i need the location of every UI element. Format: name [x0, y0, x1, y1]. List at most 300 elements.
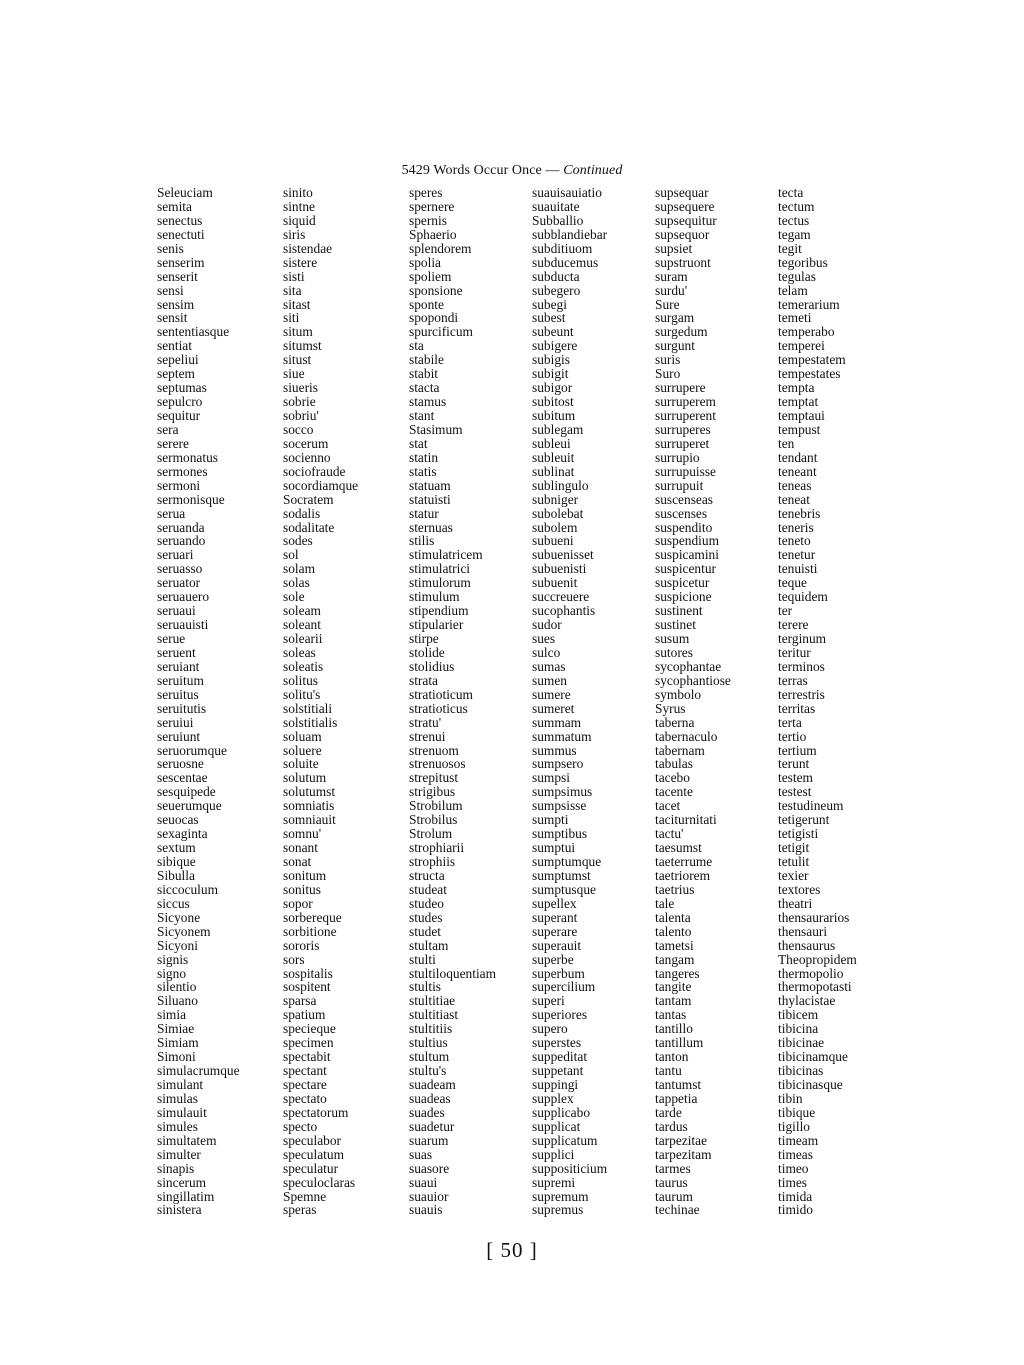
- word-entry: sonant: [283, 840, 318, 856]
- word-entry: timeo: [778, 1160, 809, 1176]
- word-entry: tabernaculo: [655, 728, 718, 744]
- word-entry: subuenisti: [532, 561, 587, 577]
- word-entry: studes: [409, 909, 443, 925]
- word-entry: sublinat: [532, 463, 575, 479]
- word-entry: Socratem: [283, 491, 334, 507]
- word-entry: sitast: [283, 296, 311, 312]
- word-entry: stolide: [409, 644, 445, 660]
- word-entry: socco: [283, 421, 314, 437]
- word-entry: Sibulla: [157, 867, 195, 883]
- word-entry: succreuere: [532, 589, 590, 605]
- word-entry: sycophantae: [655, 658, 722, 674]
- word-entry: stat: [409, 435, 428, 451]
- word-entry: tantillum: [655, 1035, 704, 1051]
- word-entry: sequitur: [157, 408, 201, 423]
- word-entry: subigis: [532, 352, 570, 368]
- word-entry: surruperet: [655, 435, 710, 451]
- word-entry: tantillo: [655, 1021, 693, 1037]
- word-entry: thensauri: [778, 923, 828, 939]
- word-entry: sublegam: [532, 421, 584, 437]
- word-entry: situmst: [283, 338, 322, 354]
- word-entry: suarum: [409, 1132, 449, 1148]
- word-entry: statis: [409, 463, 437, 479]
- word-entry: thensaurus: [778, 937, 836, 953]
- word-entry: sensim: [157, 296, 195, 312]
- word-entry: tectum: [778, 198, 815, 214]
- word-entry: times: [778, 1174, 808, 1190]
- word-entry: sumptusque: [532, 881, 596, 897]
- word-entry: supplicabo: [532, 1104, 591, 1120]
- word-entry: serue: [157, 631, 186, 646]
- word-entry: Subballio: [532, 212, 584, 228]
- word-entry: spectabit: [283, 1049, 331, 1065]
- word-entry: sta: [409, 338, 424, 354]
- word-entry: surgam: [655, 310, 695, 326]
- word-entry: sutores: [655, 644, 693, 660]
- word-entry: subitum: [532, 408, 576, 423]
- word-entry: subuenisset: [532, 547, 594, 563]
- word-entry: taetrius: [655, 881, 695, 897]
- word-entry: seuerumque: [157, 798, 222, 814]
- word-entry: testudineum: [778, 798, 844, 814]
- word-entry: Siluano: [157, 993, 198, 1009]
- word-entry: septem: [157, 366, 195, 382]
- word-entry: tertium: [778, 742, 817, 758]
- word-entry: suscenses: [655, 505, 708, 521]
- word-entry: taciturnitati: [655, 812, 717, 828]
- word-entry: suppetant: [532, 1063, 584, 1079]
- word-entry: sodalis: [283, 505, 321, 521]
- word-entry: stant: [409, 408, 435, 423]
- word-entry: Strobilum: [409, 798, 463, 814]
- word-entry: simulant: [157, 1077, 204, 1092]
- word-entry: strophiis: [409, 854, 456, 869]
- word-entry: tegit: [778, 240, 802, 256]
- word-entry: sues: [532, 631, 556, 646]
- word-entry: stipendium: [409, 603, 469, 619]
- word-entry: stultum: [409, 1049, 450, 1065]
- word-entry: spectant: [283, 1063, 327, 1079]
- word-entry: subigit: [532, 366, 569, 382]
- word-entry: tibicinae: [778, 1035, 825, 1051]
- word-entry: supremum: [532, 1188, 589, 1204]
- word-entry: terunt: [778, 756, 810, 772]
- word-entry: Strobilus: [409, 812, 458, 828]
- word-entry: tantumst: [655, 1077, 702, 1092]
- word-entry: tabernam: [655, 742, 705, 758]
- page-header: [0, 163, 1024, 179]
- word-entry: subleuit: [532, 449, 575, 465]
- word-entry: soleas: [283, 644, 316, 660]
- word-entry: suspicentur: [655, 561, 716, 577]
- word-entry: stimulatrici: [409, 561, 470, 577]
- word-entry: teque: [778, 575, 807, 591]
- word-entry: seruauisti: [157, 617, 209, 633]
- word-entry: suadeas: [409, 1090, 451, 1106]
- word-entry: soluam: [283, 728, 322, 744]
- word-entry: suadetur: [409, 1118, 455, 1134]
- word-entry: sentiat: [157, 338, 192, 354]
- word-entry: supstruont: [655, 254, 711, 270]
- word-entry: sospitent: [283, 979, 331, 995]
- word-entry: subblandiebar: [532, 226, 608, 242]
- word-entry: sumen: [532, 672, 567, 688]
- word-entry: teritur: [778, 644, 811, 660]
- word-entry: sumptumst: [532, 867, 591, 883]
- word-entry: tequidem: [778, 589, 828, 605]
- word-entry: Stasimum: [409, 421, 463, 437]
- word-entry: suasore: [409, 1160, 450, 1176]
- word-entry: septumas: [157, 380, 207, 396]
- word-entry: tigillo: [778, 1118, 810, 1134]
- word-entry: Sicyoni: [157, 937, 198, 953]
- word-entry: simultatem: [157, 1132, 217, 1148]
- word-entry: tale: [655, 895, 675, 911]
- word-entry: superbum: [532, 965, 585, 981]
- word-entry: timido: [778, 1202, 813, 1218]
- word-entry: seruent: [157, 644, 196, 660]
- word-entry: situm: [283, 324, 313, 340]
- word-entry: sponsione: [409, 282, 463, 298]
- word-entry: terras: [778, 672, 808, 688]
- word-entry: soluere: [283, 742, 322, 758]
- word-entry: subitost: [532, 394, 574, 410]
- word-entry: telam: [778, 282, 808, 298]
- word-entry: timeas: [778, 1146, 813, 1162]
- word-entry: solutum: [283, 770, 327, 786]
- word-entry: spernere: [409, 198, 455, 214]
- word-entry: sucophantis: [532, 603, 596, 619]
- word-entry: temerarium: [778, 296, 840, 312]
- word-entry: speres: [409, 185, 443, 200]
- word-entry: superauit: [532, 937, 582, 953]
- word-entry: studeo: [409, 895, 444, 911]
- word-entry: solstitialis: [283, 714, 338, 730]
- word-entry: stratu': [409, 714, 442, 730]
- word-entry: teneant: [778, 463, 817, 479]
- word-entry: sepulcro: [157, 394, 203, 410]
- word-entry: stamus: [409, 394, 447, 410]
- word-entry: supremus: [532, 1202, 584, 1218]
- word-entry: sistendae: [283, 240, 333, 256]
- word-entry: sesquipede: [157, 784, 216, 800]
- word-entry: Sphaerio: [409, 226, 457, 242]
- word-entry: strophiarii: [409, 840, 465, 856]
- word-entry: simia: [157, 1007, 187, 1023]
- word-entry: timida: [778, 1188, 813, 1204]
- word-entry: tarmes: [655, 1160, 691, 1176]
- word-entry: subigere: [532, 338, 578, 354]
- word-entry: specimen: [283, 1035, 334, 1051]
- word-entry: ten: [778, 435, 795, 451]
- word-entry: tametsi: [655, 937, 694, 953]
- word-entry: tacebo: [655, 770, 690, 786]
- word-entry: stimulatricem: [409, 547, 483, 563]
- word-entry: tibique: [778, 1104, 816, 1120]
- word-entry: Syrus: [655, 700, 686, 716]
- word-entry: seruiant: [157, 658, 200, 674]
- word-entry: Sicyonem: [157, 923, 211, 939]
- word-entry: subolebat: [532, 505, 584, 521]
- word-entry: suauisauiatio: [532, 185, 602, 200]
- word-entry: specto: [283, 1118, 318, 1134]
- word-entry: tenebris: [778, 505, 821, 521]
- word-entry: soleam: [283, 603, 321, 619]
- word-entry: Spemne: [283, 1188, 327, 1204]
- word-entry: senserit: [157, 268, 198, 284]
- word-entry: superant: [532, 909, 578, 925]
- word-entry: tibicinasque: [778, 1077, 843, 1092]
- word-entry: tegoribus: [778, 254, 828, 270]
- word-entry: summatum: [532, 728, 592, 744]
- word-entry: tangeres: [655, 965, 700, 981]
- word-entry: surruperes: [655, 421, 711, 437]
- word-entry: speras: [283, 1202, 317, 1218]
- word-entry: terta: [778, 714, 802, 730]
- word-entry: seruorumque: [157, 742, 227, 758]
- word-entry: sextum: [157, 840, 196, 856]
- word-entry: summus: [532, 742, 577, 758]
- word-entry: superstes: [532, 1035, 582, 1051]
- word-entry: sospitalis: [283, 965, 333, 981]
- word-entry: stultis: [409, 979, 441, 995]
- word-entry: sumptibus: [532, 826, 588, 842]
- word-entry: suppingi: [532, 1077, 579, 1092]
- word-entry: spolia: [409, 254, 441, 270]
- word-entry: sermoni: [157, 477, 201, 493]
- word-entry: superi: [532, 993, 565, 1009]
- word-entry: stultius: [409, 1035, 448, 1051]
- word-entry: tegulas: [778, 268, 816, 284]
- word-column-4: [532, 186, 656, 1217]
- word-entry: socordiamque: [283, 477, 359, 493]
- word-entry: strepitust: [409, 770, 459, 786]
- word-entry: surrupuisse: [655, 463, 716, 479]
- word-entry: sopor: [283, 895, 313, 911]
- word-entry: sodes: [283, 533, 313, 549]
- word-entry: tenetur: [778, 547, 816, 563]
- word-entry: superiores: [532, 1007, 588, 1023]
- word-entry: superare: [532, 923, 578, 939]
- word-entry: sermones: [157, 463, 208, 479]
- word-entry: seruiunt: [157, 728, 201, 744]
- word-entry: statin: [409, 449, 439, 465]
- word-entry: sententiasque: [157, 324, 230, 340]
- word-entry: seuocas: [157, 812, 199, 828]
- word-entry: tenuisti: [778, 561, 818, 577]
- word-entry: seruanda: [157, 519, 205, 535]
- word-entry: spoliem: [409, 268, 452, 284]
- word-entry: sociofraude: [283, 463, 346, 479]
- word-entry: talenta: [655, 909, 691, 925]
- word-entry: summam: [532, 714, 582, 730]
- word-entry: sumpsimus: [532, 784, 593, 800]
- word-entry: stultitiast: [409, 1007, 459, 1023]
- word-entry: somniauit: [283, 812, 336, 828]
- word-entry: tacet: [655, 798, 681, 814]
- word-entry: speculoclaras: [283, 1174, 356, 1190]
- word-entry: spernis: [409, 212, 447, 228]
- word-entry: sobrie: [283, 394, 316, 410]
- word-entry: sinito: [283, 185, 313, 200]
- word-entry: subigor: [532, 380, 573, 396]
- word-entry: situst: [283, 352, 312, 368]
- word-entry: tetigerunt: [778, 812, 830, 828]
- word-entry: sumere: [532, 686, 571, 702]
- word-entry: suppeditat: [532, 1049, 588, 1065]
- word-entry: singillatim: [157, 1188, 215, 1204]
- word-entry: speculatur: [283, 1160, 339, 1176]
- word-entry: taesumst: [655, 840, 702, 856]
- word-entry: solitu's: [283, 686, 321, 702]
- word-entry: sponte: [409, 296, 444, 312]
- header-title: 5429 Words Occur Once —: [401, 163, 560, 178]
- word-entry: supremi: [532, 1174, 576, 1190]
- word-entry: subleui: [532, 435, 571, 451]
- word-entry: stipularier: [409, 617, 464, 633]
- word-entry: subducta: [532, 268, 580, 284]
- word-entry: sonitum: [283, 867, 327, 883]
- word-entry: simulter: [157, 1146, 201, 1162]
- word-entry: sumptumque: [532, 854, 602, 869]
- word-entry: teneat: [778, 491, 810, 507]
- word-entry: temperabo: [778, 324, 835, 340]
- word-entry: tempta: [778, 380, 815, 396]
- word-entry: sonat: [283, 854, 312, 869]
- word-column-6: [778, 186, 902, 1217]
- word-entry: simulas: [157, 1090, 198, 1106]
- word-entry: suspicamini: [655, 547, 719, 563]
- word-entry: serua: [157, 505, 186, 521]
- word-entry: sternuas: [409, 519, 453, 535]
- word-entry: Theopropidem: [778, 951, 857, 967]
- word-entry: subolem: [532, 519, 578, 535]
- word-entry: teneris: [778, 519, 814, 535]
- word-entry: soluite: [283, 756, 319, 772]
- word-entry: senserim: [157, 254, 205, 270]
- word-entry: spectatorum: [283, 1104, 349, 1120]
- word-entry: studet: [409, 923, 441, 939]
- word-entry: Seleuciam: [157, 185, 213, 200]
- word-entry: tertio: [778, 728, 807, 744]
- word-entry: simulacrumque: [157, 1063, 240, 1079]
- word-entry: textores: [778, 881, 821, 897]
- word-entry: Simiae: [157, 1021, 195, 1037]
- word-entry: terginum: [778, 631, 827, 646]
- word-entry: tardus: [655, 1118, 688, 1134]
- word-entry: tempust: [778, 421, 821, 437]
- word-entry: supellex: [532, 895, 577, 911]
- word-entry: ter: [778, 603, 793, 619]
- word-column-5: [655, 186, 779, 1217]
- word-entry: superbe: [532, 951, 574, 967]
- word-entry: surdu': [655, 282, 688, 298]
- word-entry: suris: [655, 352, 681, 368]
- word-entry: solutumst: [283, 784, 336, 800]
- word-entry: sexaginta: [157, 826, 208, 842]
- word-entry: Simoni: [157, 1049, 196, 1065]
- word-entry: tactu': [655, 826, 684, 842]
- word-entry: siquid: [283, 212, 316, 228]
- word-entry: senectus: [157, 212, 203, 228]
- word-entry: tectus: [778, 212, 810, 228]
- word-entry: theatri: [778, 895, 813, 911]
- word-entry: stacta: [409, 380, 440, 396]
- word-entry: structa: [409, 867, 445, 883]
- word-entry: senectuti: [157, 226, 205, 242]
- word-entry: stultu's: [409, 1063, 447, 1079]
- word-entry: supercilium: [532, 979, 596, 995]
- word-entry: tanton: [655, 1049, 689, 1065]
- word-entry: surgedum: [655, 324, 708, 340]
- word-entry: suspicione: [655, 589, 712, 605]
- word-entry: surrupere: [655, 380, 706, 396]
- word-entry: susum: [655, 631, 690, 646]
- word-entry: sonitus: [283, 881, 321, 897]
- word-entry: stulti: [409, 951, 436, 967]
- word-entry: seruitum: [157, 672, 204, 688]
- word-entry: suauitate: [532, 198, 580, 214]
- word-entry: suscenseas: [655, 491, 714, 507]
- word-entry: tangite: [655, 979, 692, 995]
- word-entry: somniatis: [283, 798, 335, 814]
- word-entry: terrestris: [778, 686, 825, 702]
- word-entry: thensaurarios: [778, 909, 850, 925]
- word-entry: timeam: [778, 1132, 819, 1148]
- word-entry: sudor: [532, 617, 562, 633]
- word-entry: taurum: [655, 1188, 693, 1204]
- word-entry: tempestates: [778, 366, 841, 382]
- word-entry: tetulit: [778, 854, 810, 869]
- word-entry: statur: [409, 505, 439, 521]
- word-entry: subducemus: [532, 254, 599, 270]
- word-entry: stultitiis: [409, 1021, 453, 1037]
- word-entry: senis: [157, 240, 184, 256]
- word-entry: suspendium: [655, 533, 719, 549]
- word-entry: seruosne: [157, 756, 204, 772]
- word-entry: siue: [283, 366, 305, 382]
- word-entry: seruasso: [157, 561, 203, 577]
- word-entry: studeat: [409, 881, 447, 897]
- word-entry: taberna: [655, 714, 695, 730]
- word-entry: Simiam: [157, 1035, 199, 1051]
- word-entry: supplicatum: [532, 1132, 598, 1148]
- word-entry: suas: [409, 1146, 433, 1162]
- word-entry: soleant: [283, 617, 321, 633]
- word-entry: sensit: [157, 310, 188, 326]
- word-entry: soleatis: [283, 658, 324, 674]
- word-entry: sors: [283, 951, 305, 967]
- word-entry: seruauero: [157, 589, 210, 605]
- word-entry: strenuom: [409, 742, 459, 758]
- word-entry: stilis: [409, 533, 435, 549]
- word-entry: subuenit: [532, 575, 578, 591]
- word-entry: surrupuit: [655, 477, 704, 493]
- word-entry: sinapis: [157, 1160, 195, 1176]
- word-entry: sintne: [283, 198, 315, 214]
- word-entry: specieque: [283, 1021, 336, 1037]
- word-entry: sol: [283, 547, 299, 563]
- word-entry: sobriu': [283, 408, 319, 423]
- word-entry: tantu: [655, 1063, 682, 1079]
- word-entry: spatium: [283, 1007, 326, 1023]
- word-entry: subniger: [532, 491, 579, 507]
- word-entry: surruperem: [655, 394, 716, 410]
- word-entry: subest: [532, 310, 566, 326]
- word-entry: socerum: [283, 435, 329, 451]
- word-entry: semita: [157, 198, 192, 214]
- word-entry: sparsa: [283, 993, 317, 1009]
